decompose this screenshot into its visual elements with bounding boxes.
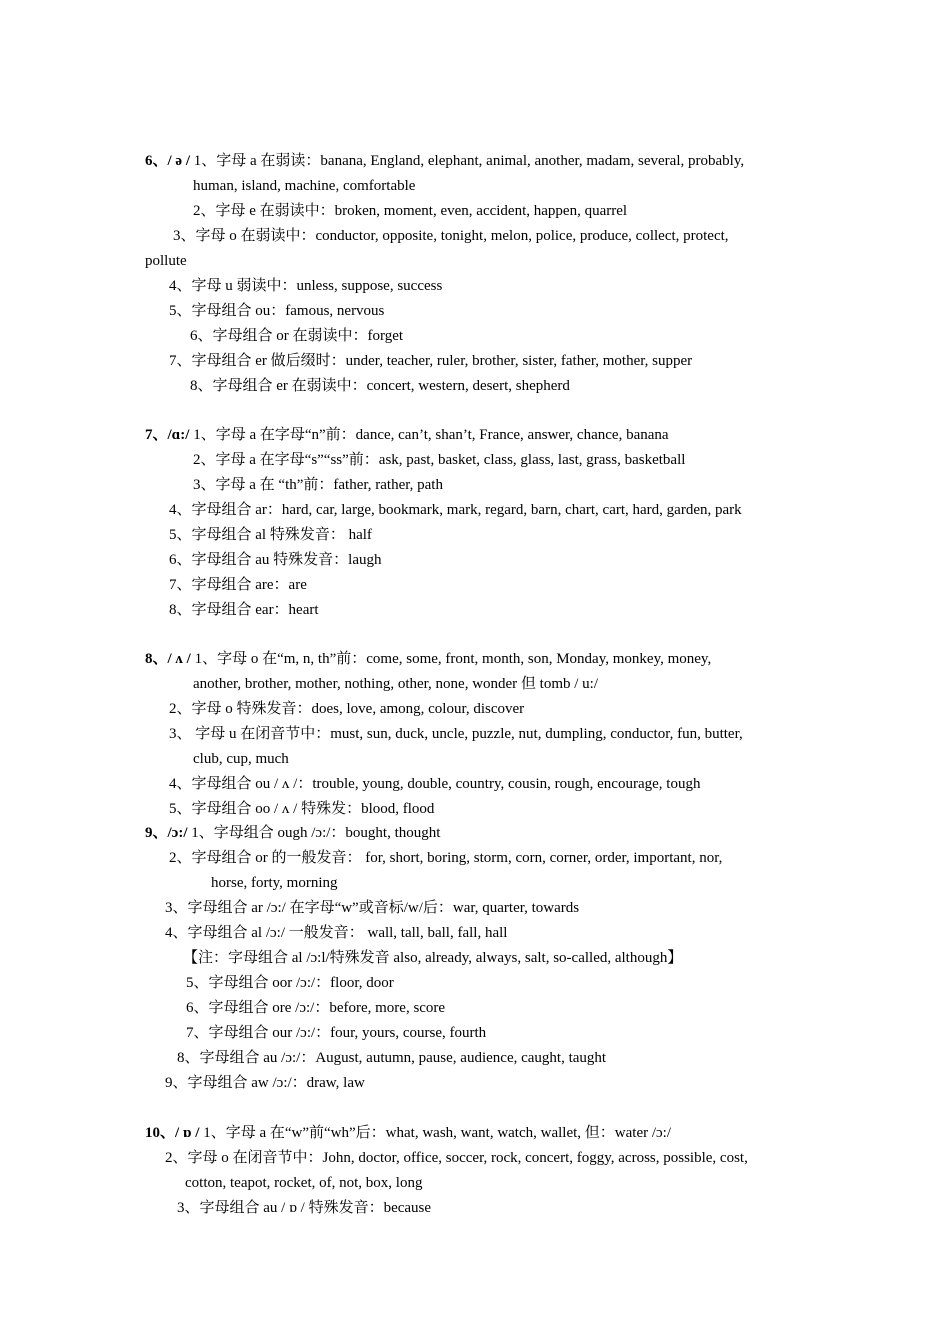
s8-line-6: 4、字母组合 ou / ʌ /：trouble, young, double, country, cousin, rough, encourage, tough xyxy=(169,776,701,792)
s6-line-1-heading: 6、/ ə / xyxy=(145,153,190,169)
s6-line-9: 7、字母组合 er 做后缀时：under, teacher, ruler, brother, sister, father, mother, supper xyxy=(169,353,693,369)
s6-line-6: 4、字母 u 弱读中：unless, suppose, success xyxy=(169,278,443,294)
s6-line-1: 6、/ ə / 1、字母 a 在弱读：banana, England, elephant, animal, another, madam, several, probably, xyxy=(145,153,745,169)
s6-line-5: pollute xyxy=(145,253,187,269)
s9-line-1: 9、/ɔ:/ 1、字母组合 ough /ɔ:/：bought, thought xyxy=(145,825,441,841)
s9-line-7: 5、字母组合 oor /ɔ:/：floor, door xyxy=(186,975,394,991)
s9-line-10: 8、字母组合 au /ɔ:/：August, autumn, pause, audience, caught, taught xyxy=(177,1050,607,1066)
s9-line-5: 4、字母组合 al /ɔ:/ 一般发音： wall, tall, ball, fall, hall xyxy=(165,925,508,941)
s8-line-1: 8、/ ʌ / 1、字母 o 在“m, n, th”前：come, some, front, month, son, Monday, monkey, money, xyxy=(145,651,712,667)
s7-line-7: 7、字母组合 are：are xyxy=(169,577,307,593)
s9-line-3: horse, forty, morning xyxy=(211,875,338,891)
s6-line-8: 6、字母组合 or 在弱读中：forget xyxy=(190,328,404,344)
s10-line-2: 2、字母 o 在闭音节中：John, doctor, office, soccer, rock, concert, foggy, across, possible, cost, xyxy=(165,1150,748,1166)
s6-line-7: 5、字母组合 ou：famous, nervous xyxy=(169,303,385,319)
s9-line-1-heading: 9、/ɔ:/ xyxy=(145,825,188,841)
s7-line-1-heading: 7、/ɑ:/ xyxy=(145,427,190,443)
s7-line-4: 4、字母组合 ar：hard, car, large, bookmark, mark, regard, barn, chart, cart, hard, garden, park xyxy=(169,502,742,518)
s9-line-11: 9、字母组合 aw /ɔ:/：draw, law xyxy=(165,1075,365,1091)
s7-line-3: 3、字母 a 在 “th”前：father, rather, path xyxy=(193,477,443,493)
s8-line-4: 3、 字母 u 在闭音节中：must, sun, duck, uncle, puzzle, nut, dumpling, conductor, fun, butter, xyxy=(169,726,743,742)
s8-line-5: club, cup, much xyxy=(193,751,289,767)
s8-line-1-heading: 8、/ ʌ / xyxy=(145,651,191,667)
s8-line-3: 2、字母 o 特殊发音：does, love, among, colour, discover xyxy=(169,701,525,717)
s6-line-2: human, island, machine, comfortable xyxy=(193,178,416,194)
s6-line-3: 2、字母 e 在弱读中：broken, moment, even, accident, happen, quarrel xyxy=(193,203,628,219)
s8-line-7: 5、字母组合 oo / ʌ / 特殊发：blood, flood xyxy=(169,801,435,817)
s7-line-2: 2、字母 a 在字母“s”“ss”前：ask, past, basket, class, glass, last, grass, basketball xyxy=(193,452,686,468)
s6-line-4: 3、字母 o 在弱读中：conductor, opposite, tonight, melon, police, produce, collect, protect, xyxy=(173,228,729,244)
s10-line-1-heading: 10、/ ɒ / xyxy=(145,1125,200,1141)
s9-line-2: 2、字母组合 or 的一般发音： for, short, boring, storm, corn, corner, order, important, nor, xyxy=(169,850,723,866)
s6-line-10: 8、字母组合 er 在弱读中：concert, western, desert, shepherd xyxy=(190,378,570,394)
s9-line-4: 3、字母组合 ar /ɔ:/ 在字母“w”或音标/w/后：war, quarter, towards xyxy=(165,900,580,916)
s7-line-5: 5、字母组合 al 特殊发音： half xyxy=(169,527,372,543)
s9-line-6: 【注：字母组合 al /ɔ:l/特殊发音 also, already, always, salt, so-called, although】 xyxy=(183,950,683,966)
s8-line-2: another, brother, mother, nothing, other, none, wonder 但 tomb / u:/ xyxy=(193,676,599,692)
s9-line-8: 6、字母组合 ore /ɔ:/：before, more, score xyxy=(186,1000,446,1016)
s9-line-9: 7、字母组合 our /ɔ:/：four, yours, course, fourth xyxy=(186,1025,487,1041)
s7-line-6: 6、字母组合 au 特殊发音：laugh xyxy=(169,552,382,568)
s7-line-1: 7、/ɑ:/ 1、字母 a 在字母“n”前：dance, can’t, shan’t, France, answer, chance, banana xyxy=(145,427,669,443)
s10-line-4: 3、字母组合 au / ɒ / 特殊发音：because xyxy=(177,1200,432,1216)
s7-line-8: 8、字母组合 ear：heart xyxy=(169,602,319,618)
s10-line-3: cotton, teapot, rocket, of, not, box, long xyxy=(185,1175,423,1191)
s10-line-1: 10、/ ɒ / 1、字母 a 在“w”前“wh”后：what, wash, want, watch, wallet, 但：water /ɔ:/ xyxy=(145,1125,672,1141)
